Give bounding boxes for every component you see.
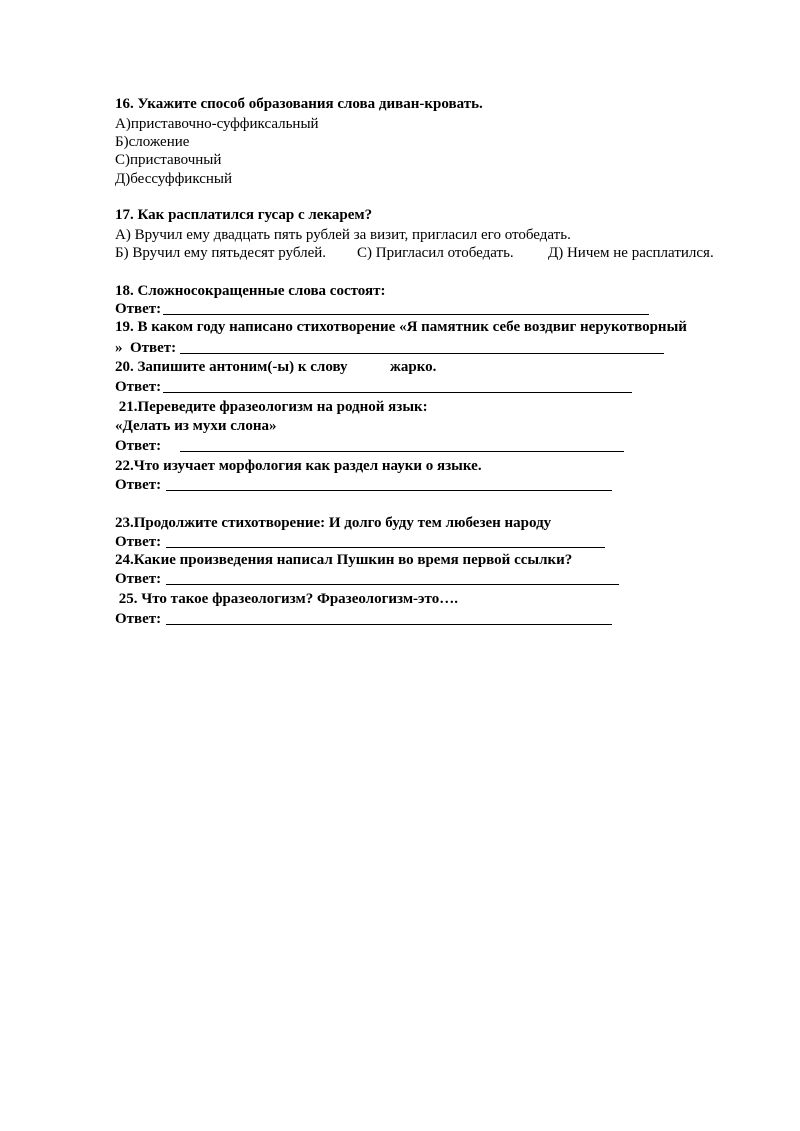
q16-option-b: Б)сложение <box>115 134 190 150</box>
q18-answer-label: Ответ: <box>115 301 162 317</box>
question-25: 25. Что такое фразеологизм? Фразеологизм-это…. <box>115 591 458 607</box>
question-21: 21.Переведите фразеологизм на родной язык: <box>115 399 428 415</box>
q21-answer-label: Ответ: <box>115 438 162 454</box>
question-22: 22.Что изучает морфология как раздел науки о языке. <box>115 458 482 474</box>
q17-option-d: Д) Ничем не расплатился. <box>548 245 714 261</box>
q16-option-c: С)приставочный <box>115 152 222 168</box>
q16-option-d: Д)бессуффиксный <box>115 171 233 187</box>
q23-answer-line[interactable] <box>166 547 605 548</box>
q16-option-a: А)приставочно-суффиксальный <box>115 116 319 132</box>
question-24: 24.Какие произведения написал Пушкин во время первой ссылки? <box>115 552 573 568</box>
q25-answer-line[interactable] <box>166 624 612 625</box>
q19-answer-label: » Ответ: <box>115 340 177 356</box>
q25-answer-label: Ответ: <box>115 611 162 627</box>
q24-answer-label: Ответ: <box>115 571 162 587</box>
q19-answer-line[interactable] <box>180 353 664 354</box>
q17-option-a: А) Вручил ему двадцать пять рублей за визит, пригласил его отобедать. <box>115 227 571 243</box>
question-23: 23.Продолжите стихотворение: И долго буду тем любезен народу <box>115 515 552 531</box>
q22-answer-line[interactable] <box>166 490 612 491</box>
q21-answer-line[interactable] <box>180 451 624 452</box>
question-18: 18. Сложносокращенные слова состоят: <box>115 283 386 299</box>
q18-answer-line[interactable] <box>163 314 649 315</box>
q17-option-c: С) Пригласил отобедать. <box>357 245 514 261</box>
question-20: 20. Запишите антоним(-ы) к слову <box>115 359 348 375</box>
question-17: 17. Как расплатился гусар с лекарем? <box>115 207 373 223</box>
q23-answer-label: Ответ: <box>115 534 162 550</box>
q20-answer-label: Ответ: <box>115 379 162 395</box>
question-16: 16. Укажите способ образования слова диван-кровать. <box>115 96 483 112</box>
q21-phrase: «Делать из мухи слона» <box>115 418 277 434</box>
q24-answer-line[interactable] <box>166 584 619 585</box>
q20-answer-line[interactable] <box>163 392 632 393</box>
q17-option-b: Б) Вручил ему пятьдесят рублей. <box>115 245 327 261</box>
question-19: 19. В каком году написано стихотворение «Я памятник себе воздвиг нерукотворный <box>115 319 687 335</box>
q22-answer-label: Ответ: <box>115 477 162 493</box>
q20-word: жарко. <box>390 359 437 375</box>
